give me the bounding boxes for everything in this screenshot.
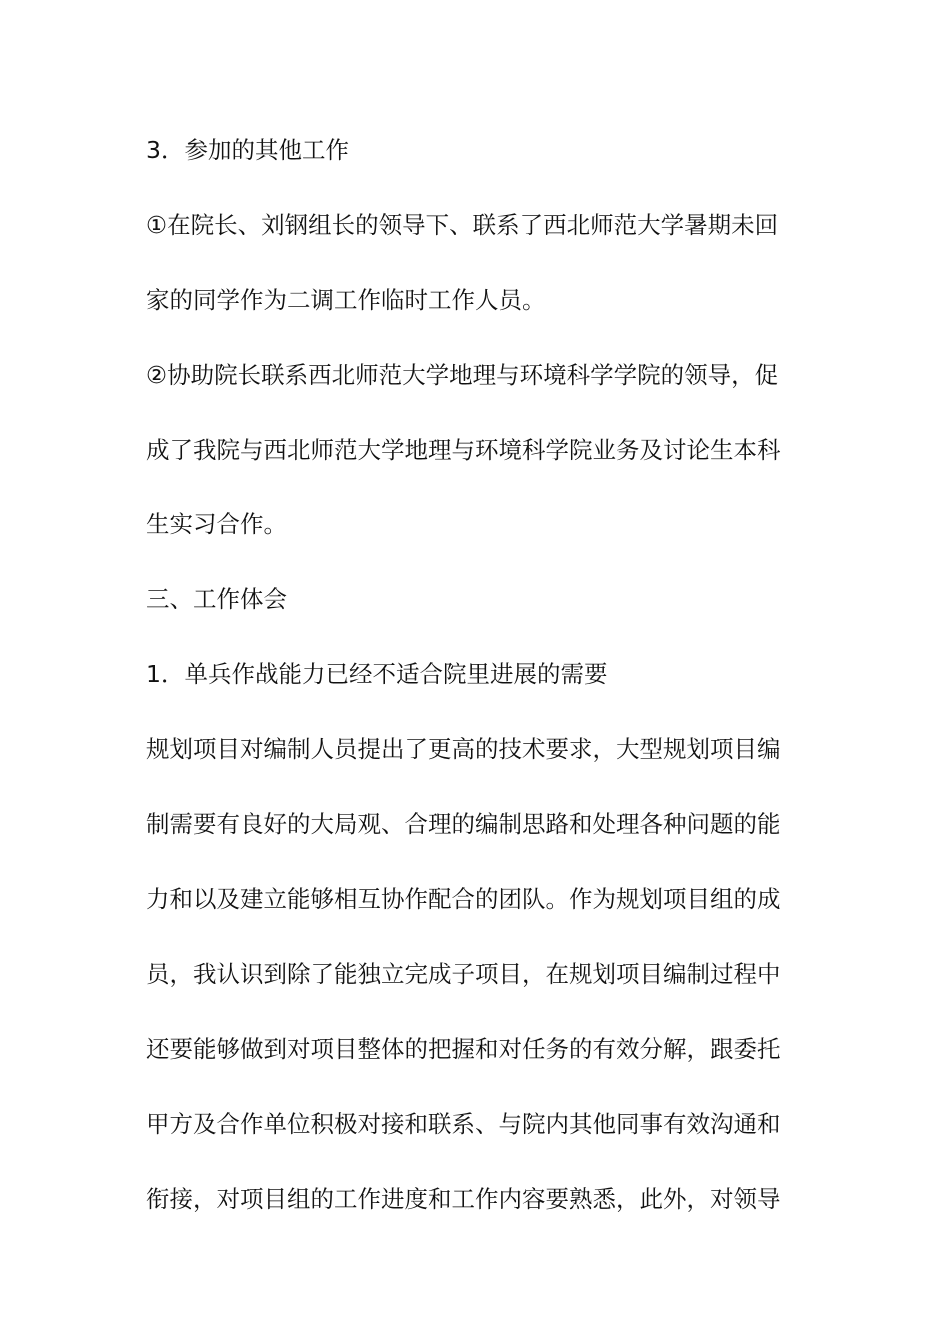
paragraph-line: 衔接，对项目组的工作进度和工作内容要熟悉，此外，对领导 [146,1185,781,1213]
paragraph-line: 制需要有良好的大局观、合理的编制思路和处理各种问题的能 [146,810,781,838]
paragraph-line: 家的同学作为二调工作临时工作人员。 [146,286,546,314]
paragraph-line: 成了我院与西北师范大学地理与环境科学院业务及讨论生本科 [146,436,781,464]
paragraph-line: ①在院长、刘钢组长的领导下、联系了西北师范大学暑期未回 [146,211,779,239]
heading-other-work: 3．参加的其他工作 [146,136,349,164]
paragraph-line: 规划项目对编制人员提出了更高的技术要求，大型规划项目编 [146,735,781,763]
paragraph-line: ②协助院长联系西北师范大学地理与环境科学学院的领导，促 [146,361,779,389]
section-heading-work-experience: 三、工作体会 [146,585,287,613]
paragraph-line: 生实习合作。 [146,510,287,538]
paragraph-line: 员，我认识到除了能独立完成子项目，在规划项目编制过程中 [146,960,781,988]
paragraph-line: 还要能够做到对项目整体的把握和对任务的有效分解，跟委托 [146,1035,781,1063]
subheading-solo-ability: 1．单兵作战能力已经不适合院里进展的需要 [146,660,608,688]
paragraph-line: 甲方及合作单位积极对接和联系、与院内其他同事有效沟通和 [146,1110,781,1138]
paragraph-line: 力和以及建立能够相互协作配合的团队。作为规划项目组的成 [146,885,781,913]
